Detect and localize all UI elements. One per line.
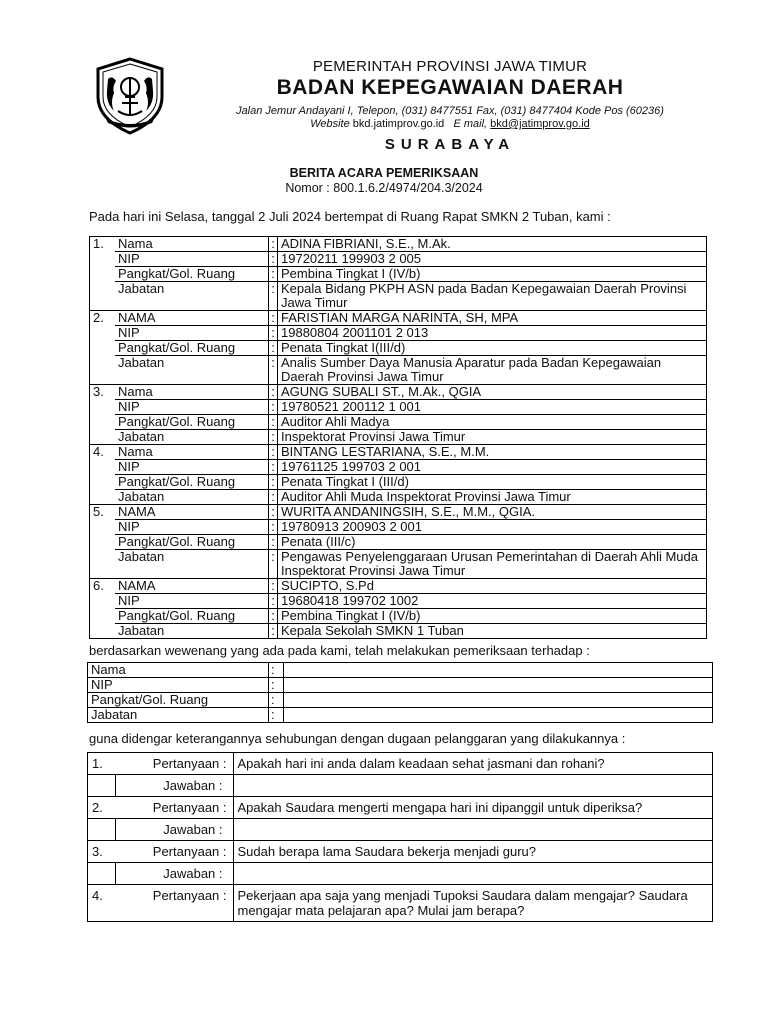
field-colon: :	[269, 708, 284, 723]
examiner-number	[90, 326, 116, 341]
question-text: Sudah berapa lama Saudara bekerja menjadi guru?	[233, 841, 713, 863]
examiner-row	[90, 400, 707, 415]
answer-row	[88, 775, 713, 797]
examiner-row	[90, 445, 707, 460]
field-label: NAMA	[115, 579, 269, 594]
field-colon: :	[269, 445, 278, 460]
agency-address: Jalan Jemur Andayani I, Telepon, (031) 8477551 Fax, (031) 8477404 Kode Pos (60236)	[236, 105, 664, 117]
website-label: Website	[310, 118, 350, 130]
field-label: Pangkat/Gol. Ruang	[115, 341, 269, 356]
field-value: WURITA ANDANINGSIH, S.E., M.M., QGIA.	[278, 505, 707, 520]
email-link[interactable]: bkd@jatimprov.go.id	[490, 118, 590, 130]
question-row	[88, 841, 713, 863]
examinee-field-value[interactable]	[284, 693, 713, 708]
examiner-number: 6.	[90, 579, 116, 594]
field-colon: :	[269, 550, 278, 579]
field-value: 19880804 2001101 2 013	[278, 326, 707, 341]
examiner-number	[90, 594, 116, 609]
field-value: AGUNG SUBALI ST., M.Ak., QGIA	[278, 385, 707, 400]
examiner-number	[90, 535, 116, 550]
city-name: SURABAYA	[384, 136, 516, 153]
field-label: Pangkat/Gol. Ruang	[115, 475, 269, 490]
email-label: E mail,	[453, 118, 488, 130]
examiner-row	[90, 415, 707, 430]
answer-row	[88, 863, 713, 885]
field-colon: :	[269, 356, 278, 385]
field-label: Pangkat/Gol. Ruang	[115, 609, 269, 624]
field-label: NAMA	[115, 505, 269, 520]
field-value: Pembina Tingkat I (IV/b)	[278, 609, 707, 624]
examiner-row	[90, 356, 707, 385]
purpose-paragraph: guna didengar keterangannya sehubungan dengan dugaan pelanggaran yang dilakukannya :	[89, 731, 626, 746]
examiner-number	[90, 624, 116, 639]
field-colon: :	[269, 252, 278, 267]
examinee-row	[88, 708, 713, 723]
field-value: Penata Tingkat I(III/d)	[278, 341, 707, 356]
examiner-number	[90, 282, 116, 311]
question-label: Pertanyaan :	[116, 797, 234, 819]
examinee-field-value[interactable]	[284, 678, 713, 693]
field-label: Nama	[115, 237, 269, 252]
examiner-row	[90, 624, 707, 639]
field-colon: :	[269, 341, 278, 356]
examiner-number	[90, 341, 116, 356]
examinee-row	[88, 693, 713, 708]
field-colon: :	[269, 624, 278, 639]
examiner-number: 4.	[90, 445, 116, 460]
field-value: SUCIPTO, S.Pd	[278, 579, 707, 594]
examinee-row	[88, 663, 713, 678]
examinee-field-value[interactable]	[284, 663, 713, 678]
examiner-row	[90, 267, 707, 282]
examiner-number: 2.	[90, 311, 116, 326]
field-label: Pangkat/Gol. Ruang	[115, 415, 269, 430]
field-value: Pembina Tingkat I (IV/b)	[278, 267, 707, 282]
field-label: NIP	[115, 400, 269, 415]
examiner-number	[90, 460, 116, 475]
examiner-row	[90, 579, 707, 594]
field-value: 19780521 200112 1 001	[278, 400, 707, 415]
examiner-row	[90, 252, 707, 267]
examinee-row	[88, 678, 713, 693]
field-label: Jabatan	[115, 550, 269, 579]
examiner-number	[90, 609, 116, 624]
question-number: 4.	[88, 885, 116, 922]
field-colon: :	[269, 475, 278, 490]
examiner-row	[90, 341, 707, 356]
field-value: Penata (III/c)	[278, 535, 707, 550]
question-label: Pertanyaan :	[116, 753, 234, 775]
field-label: NIP	[115, 252, 269, 267]
field-colon: :	[269, 594, 278, 609]
website-link[interactable]: bkd.jatimprov.go.id	[352, 118, 445, 130]
field-value: Auditor Ahli Madya	[278, 415, 707, 430]
interview-table	[87, 752, 713, 922]
examiner-row	[90, 520, 707, 535]
field-label: Jabatan	[115, 430, 269, 445]
document-title: BERITA ACARA PEMERIKSAAN	[289, 166, 479, 180]
answer-spacer	[88, 775, 116, 797]
document-number: Nomor : 800.1.6.2/4974/204.3/2024	[285, 181, 483, 195]
field-colon: :	[269, 311, 278, 326]
answer-spacer	[88, 863, 116, 885]
field-label: NIP	[115, 520, 269, 535]
question-label: Pertanyaan :	[116, 841, 234, 863]
field-label: NIP	[115, 460, 269, 475]
field-colon: :	[269, 460, 278, 475]
answer-label: Jawaban :	[116, 863, 234, 885]
examiner-row	[90, 505, 707, 520]
examiner-number	[90, 430, 116, 445]
examiner-number	[90, 475, 116, 490]
contact-line	[180, 118, 720, 130]
examiner-row	[90, 535, 707, 550]
field-colon: :	[269, 579, 278, 594]
field-value: BINTANG LESTARIANA, S.E., M.M.	[278, 445, 707, 460]
examinee-field-label: Nama	[88, 663, 269, 678]
field-value: Inspektorat Provinsi Jawa Timur	[278, 430, 707, 445]
examiner-row	[90, 282, 707, 311]
field-colon: :	[269, 535, 278, 550]
examiner-row	[90, 237, 707, 252]
agency-name: BADAN KEPEGAWAIAN DAERAH	[276, 76, 624, 99]
field-colon: :	[269, 678, 284, 693]
question-number: 3.	[88, 841, 116, 863]
question-text: Pekerjaan apa saja yang menjadi Tupoksi Saudara dalam mengajar? Saudara mengajar mata pelajaran apa? Mulai jam berapa?	[233, 885, 713, 922]
letterhead	[180, 58, 720, 153]
field-label: Pangkat/Gol. Ruang	[115, 535, 269, 550]
field-colon: :	[269, 385, 278, 400]
examiner-number	[90, 415, 116, 430]
examiner-number	[90, 356, 116, 385]
field-value: Penata Tingkat I (III/d)	[278, 475, 707, 490]
field-label: Jabatan	[115, 356, 269, 385]
question-number: 1.	[88, 753, 116, 775]
examiner-row	[90, 460, 707, 475]
examiner-table	[89, 236, 707, 639]
examinee-field-label: Pangkat/Gol. Ruang	[88, 693, 269, 708]
field-colon: :	[269, 282, 278, 311]
examiner-number	[90, 520, 116, 535]
field-value: Auditor Ahli Muda Inspektorat Provinsi Jawa Timur	[278, 490, 707, 505]
field-value: 19680418 199702 1002	[278, 594, 707, 609]
answer-text[interactable]	[233, 819, 713, 841]
examiner-row	[90, 609, 707, 624]
field-label: Nama	[115, 385, 269, 400]
examiner-row	[90, 430, 707, 445]
field-colon: :	[269, 267, 278, 282]
field-label: NIP	[115, 594, 269, 609]
field-label: Pangkat/Gol. Ruang	[115, 267, 269, 282]
field-label: Jabatan	[115, 490, 269, 505]
examiner-row	[90, 475, 707, 490]
field-colon: :	[269, 693, 284, 708]
examiner-row	[90, 550, 707, 579]
examinee-table	[87, 662, 713, 723]
question-row	[88, 797, 713, 819]
intro-paragraph: Pada hari ini Selasa, tanggal 2 Juli 2024 bertempat di Ruang Rapat SMKN 2 Tuban, kami :	[89, 209, 611, 224]
government-name: PEMERINTAH PROVINSI JAWA TIMUR	[312, 58, 588, 75]
examinee-field-label: NIP	[88, 678, 269, 693]
field-value: 19720211 199903 2 005	[278, 252, 707, 267]
question-label: Pertanyaan :	[116, 885, 234, 922]
field-colon: :	[269, 663, 284, 678]
examiner-row	[90, 311, 707, 326]
field-value: Kepala Bidang PKPH ASN pada Badan Kepegawaian Daerah Provinsi Jawa Timur	[278, 282, 707, 311]
field-label: NIP	[115, 326, 269, 341]
field-colon: :	[269, 609, 278, 624]
field-label: NAMA	[115, 311, 269, 326]
examiner-number	[90, 550, 116, 579]
field-label: Nama	[115, 445, 269, 460]
examiner-number: 3.	[90, 385, 116, 400]
field-colon: :	[269, 490, 278, 505]
field-colon: :	[269, 237, 278, 252]
field-value: 19780913 200903 2 001	[278, 520, 707, 535]
field-value: FARISTIAN MARGA NARINTA, SH, MPA	[278, 311, 707, 326]
field-label: Jabatan	[115, 624, 269, 639]
answer-label: Jawaban :	[116, 819, 234, 841]
examiner-number	[90, 252, 116, 267]
examiner-number	[90, 400, 116, 415]
question-text: Apakah hari ini anda dalam keadaan sehat jasmani dan rohani?	[233, 753, 713, 775]
field-colon: :	[269, 520, 278, 535]
field-value: 19761125 199703 2 001	[278, 460, 707, 475]
examiner-number	[90, 267, 116, 282]
basis-paragraph: berdasarkan wewenang yang ada pada kami, telah melakukan pemeriksaan terhadap :	[89, 643, 590, 658]
answer-text[interactable]	[233, 775, 713, 797]
answer-label: Jawaban :	[116, 775, 234, 797]
examiner-number: 1.	[90, 237, 116, 252]
examiner-row	[90, 326, 707, 341]
field-value: Analis Sumber Daya Manusia Aparatur pada Badan Kepegawaian Daerah Provinsi Jawa Timur	[278, 356, 707, 385]
question-text: Apakah Saudara mengerti mengapa hari ini dipanggil untuk diperiksa?	[233, 797, 713, 819]
question-row	[88, 753, 713, 775]
examiner-row	[90, 490, 707, 505]
examiner-row	[90, 594, 707, 609]
field-colon: :	[269, 400, 278, 415]
provincial-emblem-logo	[92, 57, 168, 135]
answer-row	[88, 819, 713, 841]
examiner-row	[90, 385, 707, 400]
field-value: Kepala Sekolah SMKN 1 Tuban	[278, 624, 707, 639]
examiner-number	[90, 490, 116, 505]
examiner-number: 5.	[90, 505, 116, 520]
field-colon: :	[269, 430, 278, 445]
field-colon: :	[269, 505, 278, 520]
answer-spacer	[88, 819, 116, 841]
examinee-field-value[interactable]	[284, 708, 713, 723]
field-value: Pengawas Penyelenggaraan Urusan Pemerintahan di Daerah Ahli Muda Inspektorat Provinsi Jawa Timur	[278, 550, 707, 579]
question-row	[88, 885, 713, 922]
answer-text[interactable]	[233, 863, 713, 885]
question-number: 2.	[88, 797, 116, 819]
field-label: Jabatan	[115, 282, 269, 311]
field-colon: :	[269, 415, 278, 430]
field-value: ADINA FIBRIANI, S.E., M.Ak.	[278, 237, 707, 252]
field-colon: :	[269, 326, 278, 341]
examinee-field-label: Jabatan	[88, 708, 269, 723]
